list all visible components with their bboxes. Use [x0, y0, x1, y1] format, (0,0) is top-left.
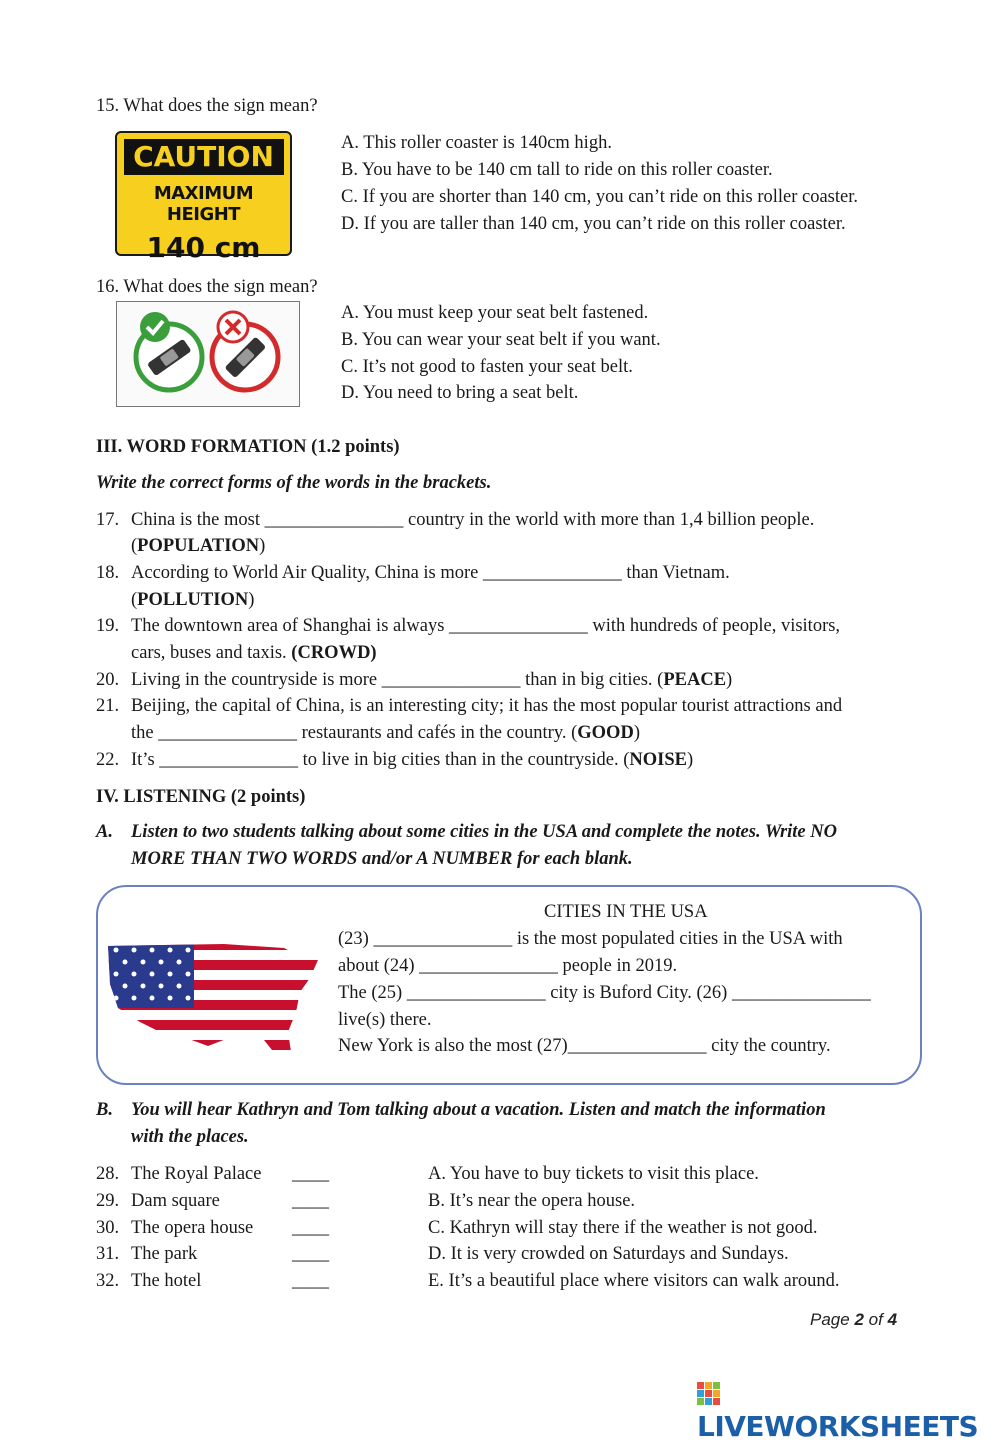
match-29-number: 29. [96, 1191, 120, 1211]
notes-heading: CITIES IN THE USA [544, 902, 708, 922]
match-32-number: 32. [96, 1271, 120, 1291]
item-21-text: Beijing, the capital of China, is an interesting city; it has the most popular tourist attractions and [131, 696, 843, 716]
part-a-label: A. [96, 822, 113, 842]
notes-line-27: New York is also the most (27)_______________ city the country. [338, 1036, 831, 1056]
match-28-place: The Royal Palace [131, 1164, 262, 1184]
item-21-word: the _______________ restaurants and cafés in the country. (GOOD) [131, 723, 640, 743]
match-e-info: E. It’s a beautiful place where visitors can walk around. [428, 1271, 840, 1291]
item-20-text: Living in the countryside is more _______________ than in big cities. (PEACE) [131, 670, 733, 690]
page-number: Page 2 of 4 [810, 1310, 898, 1329]
item-17-text: China is the most _______________ country in the world with more than 1,4 billion people. [131, 510, 815, 530]
sign-max-height-text: MAXIMUM HEIGHT [153, 183, 254, 225]
notes-line-24: about (24) _______________ people in 2019. [338, 956, 678, 976]
caution-sign-image [115, 131, 292, 264]
match-d-info: D. It is very crowded on Saturdays and Sundays. [428, 1244, 789, 1264]
match-32-blank: ____ [292, 1271, 329, 1291]
item-17-number: 17. [96, 510, 120, 530]
liveworksheets-logo[interactable] [697, 1377, 1000, 1443]
seatbelt-icon [117, 302, 298, 405]
match-31-number: 31. [96, 1244, 120, 1264]
q16-option-d: D. You need to bring a seat belt. [341, 383, 579, 403]
match-29-place: Dam square [131, 1191, 220, 1211]
item-18-word: (POLLUTION) [131, 590, 255, 610]
item-20-number: 20. [96, 670, 120, 690]
match-32-place: The hotel [131, 1271, 202, 1291]
item-18-number: 18. [96, 563, 120, 583]
match-31-place: The park [131, 1244, 198, 1264]
q15-option-a: A. This roller coaster is 140cm high. [341, 133, 612, 153]
match-30-place: The opera house [131, 1218, 254, 1238]
liveworksheets-icon [697, 1382, 721, 1406]
match-b-info: B. It’s near the opera house. [428, 1191, 636, 1211]
q15-option-d: D. If you are taller than 140 cm, you can’t ride on this roller coaster. [341, 214, 846, 234]
item-18-text: According to World Air Quality, China is more _______________ than Vietnam. [131, 563, 730, 583]
usa-flag-map-icon [104, 940, 320, 1066]
question-15: 15. What does the sign mean? [96, 96, 318, 116]
match-30-number: 30. [96, 1218, 120, 1238]
match-c-info: C. Kathryn will stay there if the weather is not good. [428, 1218, 818, 1238]
q16-option-c: C. It’s not good to fasten your seat belt. [341, 357, 633, 377]
part-b-instruction-line2: with the places. [131, 1127, 249, 1147]
q15-option-b: B. You have to be 140 cm tall to ride on this roller coaster. [341, 160, 773, 180]
part-a-instruction-line2: MORE THAN TWO WORDS and/or A NUMBER for each blank. [131, 849, 633, 869]
item-17-word: (POPULATION) [131, 536, 266, 556]
match-28-blank: ____ [292, 1164, 329, 1184]
match-a-info: A. You have to buy tickets to visit this place. [428, 1164, 759, 1184]
item-22-text: It’s _______________ to live in big cities than in the countryside. (NOISE) [131, 750, 694, 770]
part-b-label: B. [96, 1100, 113, 1120]
brand-name: LIVEWORKSHEETS [697, 1410, 979, 1443]
notes-line-lives: live(s) there. [338, 1010, 432, 1030]
match-29-blank: ____ [292, 1191, 329, 1211]
sign-caution-text: CAUTION [124, 139, 284, 175]
match-30-blank: ____ [292, 1218, 329, 1238]
seatbelt-sign-image [116, 301, 300, 407]
match-28-number: 28. [96, 1164, 120, 1184]
notes-line-23: (23) _______________ is the most populated cities in the USA with [338, 929, 843, 949]
section-3-title: III. WORD FORMATION (1.2 points) [96, 437, 400, 457]
item-21-number: 21. [96, 696, 120, 716]
item-19-text: The downtown area of Shanghai is always _______________ with hundreds of people, visitors, [131, 616, 841, 636]
item-22-number: 22. [96, 750, 120, 770]
section-3-instruction: Write the correct forms of the words in the brackets. [96, 473, 492, 493]
q16-option-a: A. You must keep your seat belt fastened. [341, 303, 649, 323]
match-31-blank: ____ [292, 1244, 329, 1264]
question-16: 16. What does the sign mean? [96, 277, 318, 297]
item-19-number: 19. [96, 616, 120, 636]
part-a-instruction-line1: Listen to two students talking about some cities in the USA and complete the notes. Write NO [131, 822, 837, 842]
part-b-instruction-line1: You will hear Kathryn and Tom talking about a vacation. Listen and match the information [131, 1100, 826, 1120]
section-4-title: IV. LISTENING (2 points) [96, 787, 306, 807]
q15-option-c: C. If you are shorter than 140 cm, you can’t ride on this roller coaster. [341, 187, 858, 207]
q16-option-b: B. You can wear your seat belt if you want. [341, 330, 661, 350]
item-19-word: cars, buses and taxis. (CROWD) [131, 643, 377, 663]
sign-140cm-text: 140 cm [146, 231, 261, 264]
notes-line-25-26: The (25) _______________ city is Buford City. (26) _______________ [338, 983, 871, 1003]
